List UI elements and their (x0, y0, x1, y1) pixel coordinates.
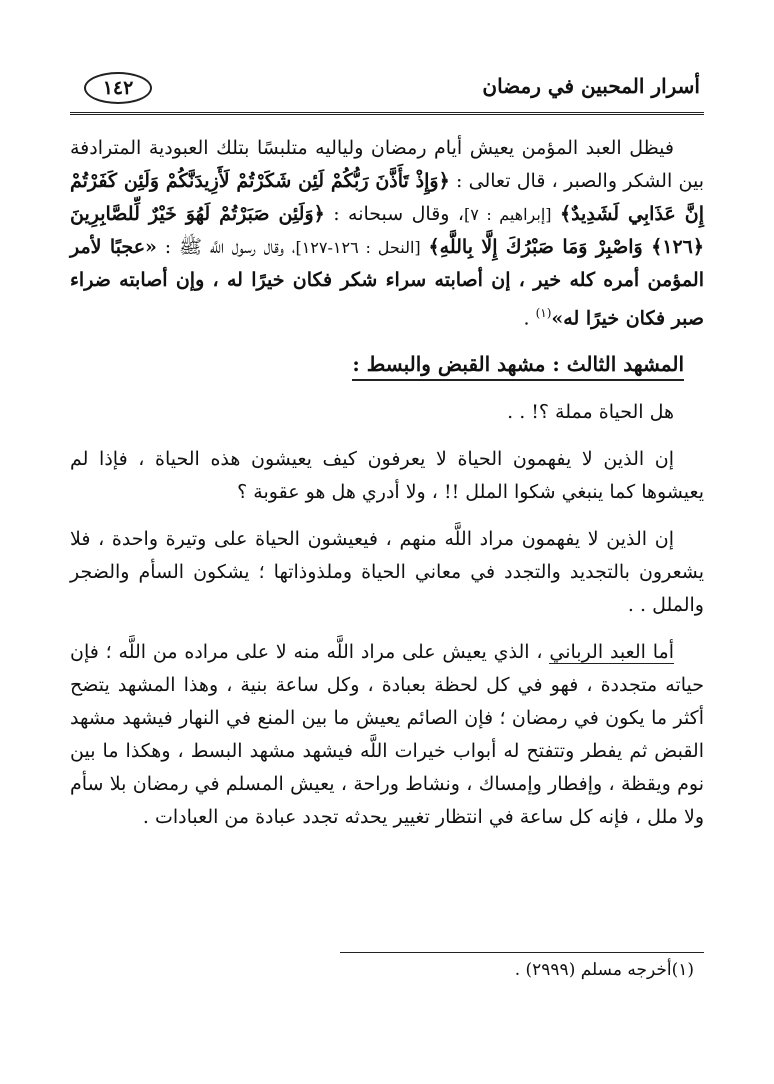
section-heading-wrapper (70, 349, 704, 382)
prophet-intro: ، وقال رسول اللَّه ﷺ : (164, 236, 296, 258)
connector-text: ، وقال سبحانه : (333, 203, 465, 225)
paragraph-rest: ، الذي يعيش على مراد اللَّه منه لا على مراده من اللَّه ؛ فإن حياته متجددة ، فهو في كل لحظة بعبادة ، وكل ساعة بنية ، وهذا المشهد يتضح أكثر ما يكون في رمضان ؛ فإن الصائم يعيش ما بين المنع في النهار فيشهد مشهد القبض ثم يفطر وتتفتح له أبواب خيرات اللَّه فيشهد مشهد البسط ، وهكذا ما بين نوم ويقظة ، وإفطار وإمساك ، ونشاط وراحة ، يعيش المسلم في رمضان بلا سأم ولا ملل ، فإنه كل ساعة في انتظار تغيير يحدثه تجدد عبادة من العبادات . (70, 641, 704, 829)
paragraph-understanding-life: إن الذين لا يفهمون الحياة لا يعرفون كيف يعيشون هذه الحياة ، فإذا لم يعيشوها كما ينبغي شكوا الملل !! ، ولا أدري هل هو عقوبة ؟ (70, 448, 704, 504)
page-header (70, 62, 704, 115)
quran-verse-nahl: ﴿وَلَئِن صَبَرْتُمْ لَهُوَ خَيْرٌ لِّلصَّابِرِينَ ﴿١٢٦﴾ وَاصْبِرْ وَمَا صَبْرُكَ إِلَّا بِاللَّهِ﴾ (70, 203, 704, 258)
footnote-divider (340, 952, 704, 953)
paragraph-end: . (523, 307, 530, 330)
underlined-lead: أما العبد الرباني (549, 641, 674, 664)
verse-reference-nahl: [النحل : ١٢٦-١٢٧] (295, 238, 421, 257)
paragraph-rabbani-servant (70, 636, 704, 834)
footnote: (١)أخرجه مسلم (٢٩٩٩) . (514, 960, 694, 980)
section-heading: المشهد الثالث : مشهد القبض والبسط : (352, 349, 684, 381)
page-number-badge: ١٤٢ (84, 72, 152, 104)
hadith-text: «عجبًا لأمر المؤمن أمره كله خير ، إن أصابته سراء شكر فكان خيرًا له ، وإن أصابته ضراء صبر فكان خيرًا له» (70, 236, 704, 330)
quran-verse-ibrahim: ﴿وَإِذْ تَأَذَّنَ رَبُّكُمْ لَئِن شَكَرْتُمْ لَأَزِيدَنَّكُمْ وَلَئِن كَفَرْتُمْ إِنَّ عَذَابِي لَشَدِيدٌ﴾ (70, 170, 704, 225)
paragraph-monotony: إن الذين لا يفهمون مراد اللَّه منهم ، فيعيشون الحياة على وتيرة واحدة ، فلا يشعرون بالتجديد والتجدد في معاني الحياة وملذوذاتها ؛ يشكون السأم والضجر والملل . . (70, 528, 704, 617)
paragraph-gratitude-patience (70, 132, 704, 335)
paragraph-question: هل الحياة مملة ؟! . . (507, 401, 674, 424)
body-text (70, 132, 704, 834)
verse-reference-ibrahim: [إبراهيم : ٧] (464, 205, 552, 224)
running-title: أسرار المحبين في رمضان (482, 74, 700, 98)
footnote-marker: (١) (535, 306, 552, 320)
paragraph-intro: فيظل العبد المؤمن يعيش أيام رمضان ولياليه متلبسًا بتلك العبودية المترادفة بين الشكر والصبر ، قال تعالى : (70, 137, 704, 192)
